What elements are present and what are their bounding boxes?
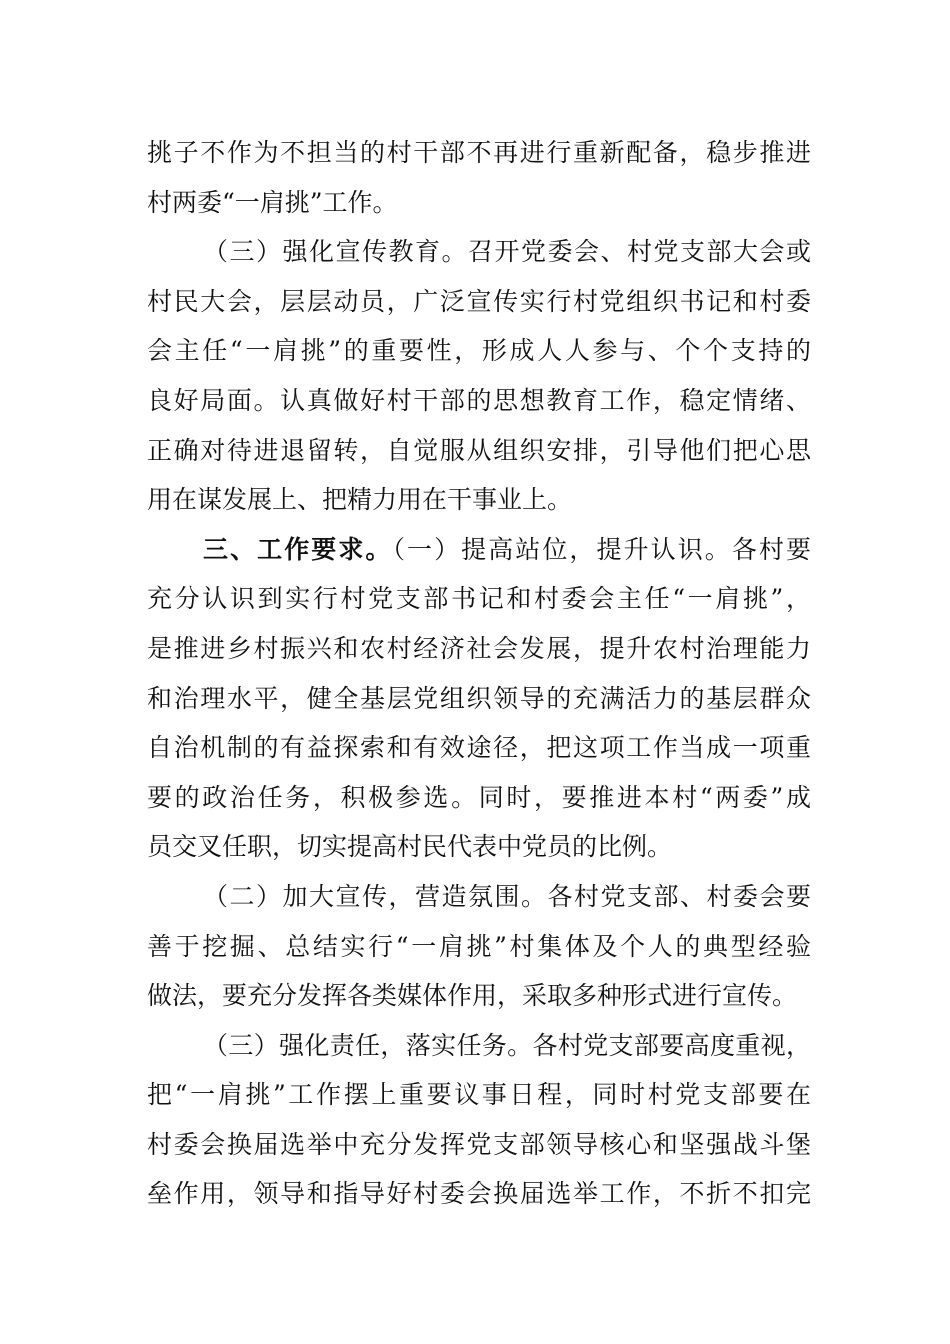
paragraph-publicity-education xyxy=(147,227,811,525)
text-line: 挑子不作为不担当的村干部不再进行重新配备，稳步推进 xyxy=(147,138,811,167)
text-line: （二）加大宣传，营造氛围。各村党支部、村委会要 xyxy=(203,881,811,911)
text-line: 员交叉任职，切实提高村民代表中党员的比例。 xyxy=(147,832,673,862)
paragraph-publicity-atmosphere xyxy=(147,872,811,1021)
text-line: 良好局面。认真做好村干部的思想教育工作，稳定情绪、 xyxy=(147,385,811,415)
text-line: 和治理水平，健全基层党组织领导的充满活力的基层群众 xyxy=(147,683,811,713)
text-line: 正确对待进退留转，自觉服从组织安排，引导他们把心思 xyxy=(147,435,811,465)
text-line: 垒作用，领导和指导好村委会换届选举工作，不折不扣完 xyxy=(147,1179,811,1209)
text-line: （三）强化责任，落实任务。各村党支部要高度重视， xyxy=(203,1030,811,1060)
text-line: 村民大会，层层动员，广泛宣传实行村党组织书记和村委 xyxy=(147,286,811,316)
paragraph-work-requirements xyxy=(147,525,811,872)
section-heading: 三、工作要求。 xyxy=(203,534,393,564)
text-line: 用在谋发展上、把精力用在干事业上。 xyxy=(147,485,573,515)
text-line: 充分认识到实行村党支部书记和村委会主任“一肩挑”， xyxy=(147,584,811,614)
text-line: 自治机制的有益探索和有效途径，把这项工作当成一项重 xyxy=(147,733,811,763)
document-body xyxy=(147,128,811,1219)
text-line: 把“一肩挑”工作摆上重要议事日程，同时村党支部要在 xyxy=(147,1080,811,1110)
paragraph-continuation xyxy=(147,128,811,227)
text-line: 村两委“一肩挑”工作。 xyxy=(147,187,398,217)
text-line: 会主任“一肩挑”的重要性，形成人人参与、个个支持的 xyxy=(147,336,811,366)
text-line: 是推进乡村振兴和农村经济社会发展，提升农村治理能力 xyxy=(147,633,811,663)
text-line: （三）强化宣传教育。召开党委会、村党支部大会或 xyxy=(203,237,811,267)
text-line: 做法，要充分发挥各类媒体作用，采取多种形式进行宣传。 xyxy=(147,981,798,1011)
text-line: 要的政治任务，积极参选。同时，要推进本村“两委”成 xyxy=(147,782,811,812)
heading-line-rest: （一）提高站位，提升认识。各村要 xyxy=(392,534,811,564)
paragraph-responsibility xyxy=(147,1021,811,1219)
text-line: 善于挖掘、总结实行“一肩挑”村集体及个人的典型经验 xyxy=(147,931,811,961)
text-line xyxy=(147,525,811,575)
text-line: 村委会换届选举中充分发挥党支部领导核心和坚强战斗堡 xyxy=(147,1129,811,1159)
